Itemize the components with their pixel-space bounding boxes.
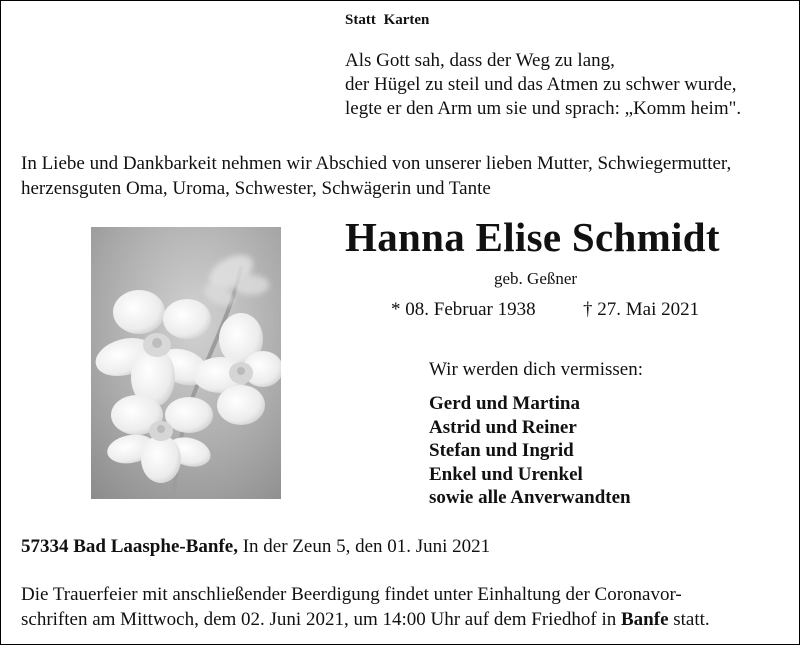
funeral-line-end: statt. bbox=[668, 609, 710, 630]
funeral-line bbox=[21, 607, 710, 632]
birth-date: * 08. Februar 1938 bbox=[391, 299, 536, 320]
mourner-name: Astrid und Reiner bbox=[429, 416, 577, 438]
address-rest: In der Zeun 5, den 01. Juni 2021 bbox=[237, 536, 491, 557]
poem-line: der Hügel zu steil und das Atmen zu schwer wurde, bbox=[345, 74, 737, 95]
mourner-name: Gerd und Martina bbox=[429, 393, 580, 414]
poem-line: legte er den Arm um sie und sprach: „Komm heim". bbox=[345, 98, 742, 119]
deceased-name: Hanna Elise Schmidt bbox=[345, 214, 720, 260]
mourner-name: Stefan und Ingrid bbox=[429, 440, 574, 461]
poem bbox=[345, 49, 741, 121]
statt-karten-label: Statt Karten bbox=[345, 12, 430, 28]
orchid-image bbox=[91, 227, 281, 499]
death-date: † 27. Mai 2021 bbox=[583, 299, 700, 320]
mourner-name: Enkel und Urenkel bbox=[429, 463, 583, 485]
funeral-line: Die Trauerfeier mit anschließender Beerdigung findet unter Einhaltung der Coronavor- bbox=[21, 584, 682, 605]
address-line bbox=[21, 536, 490, 558]
mourners-heading: Wir werden dich vermissen: bbox=[429, 359, 643, 380]
intro-text bbox=[21, 151, 731, 201]
mourners-list bbox=[429, 392, 631, 510]
address-place: 57334 Bad Laasphe-Banfe, bbox=[21, 536, 238, 557]
orchid-photo bbox=[91, 227, 281, 499]
poem-line: Als Gott sah, dass der Weg zu lang, bbox=[345, 50, 615, 71]
funeral-info bbox=[21, 582, 710, 632]
intro-line: herzensguten Oma, Uroma, Schwester, Schwägerin und Tante bbox=[21, 178, 491, 199]
funeral-line-text: schriften am Mittwoch, dem 02. Juni 2021, um 14:00 Uhr auf dem Friedhof in bbox=[21, 609, 621, 630]
intro-line: In Liebe und Dankbarkeit nehmen wir Abschied von unserer lieben Mutter, Schwiegermutter, bbox=[21, 153, 732, 174]
mourner-name: sowie alle Anverwandten bbox=[429, 487, 631, 508]
funeral-place: Banfe bbox=[621, 609, 669, 630]
maiden-name: geb. Geßner bbox=[494, 269, 578, 288]
